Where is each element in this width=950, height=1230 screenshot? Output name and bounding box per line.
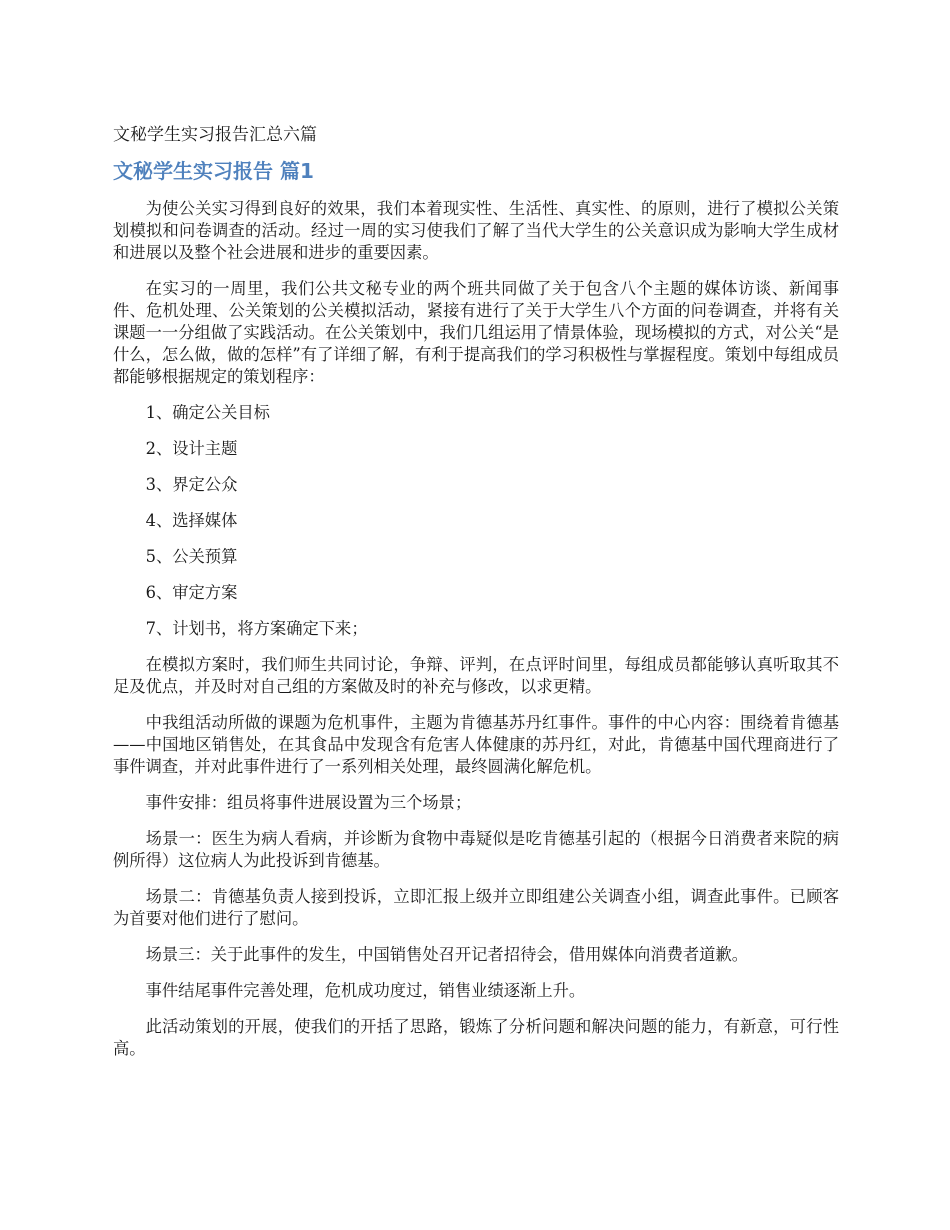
step-item: 4、选择媒体 (145, 511, 238, 530)
step-item: 1、确定公关目标 (145, 403, 270, 422)
document-title: 文秘学生实习报告汇总六篇 (113, 125, 317, 145)
section-heading: 文秘学生实习报告 篇1 (113, 159, 314, 183)
step-item: 2、设计主题 (145, 439, 238, 458)
step-item: 3、界定公众 (145, 475, 238, 494)
paragraph: 在模拟方案时，我们师生共同讨论，争辩、评判，在点评时间里，每组成员都能够认真听取其不足及优点，并及时对自己组的方案做及时的补充与修改，以求更精。 (113, 655, 839, 696)
paragraph: 场景一：医生为病人看病，并诊断为食物中毒疑似是吃肯德基引起的（根据今日消费者来院的病例所得）这位病人为此投诉到肯德基。 (113, 829, 839, 870)
paragraph: 在实习的一周里，我们公共文秘专业的两个班共同做了关于包含八个主题的媒体访谈、新闻事件、危机处理、公关策划的公关模拟活动，紧接有进行了关于大学生八个方面的问卷调查，并将有关课题一一分组做了实践活动。在公关策划中，我们几组运用了情景体验，现场模拟的方式，对公关“是什么，怎么做，做的怎样”有了详细了解，有利于提高我们的学习积极性与掌握程度。策划中每组成员都能够根据规定的策划程序： (113, 279, 839, 386)
paragraph: 此活动策划的开展，使我们的开括了思路，锻炼了分析问题和解决问题的能力，有新意，可行性高。 (113, 1017, 839, 1058)
document-page (113, 122, 839, 1074)
paragraph: 事件结尾事件完善处理，危机成功度过，销售业绩逐渐上升。 (145, 981, 586, 1000)
step-item: 5、公关预算 (145, 547, 238, 566)
step-item: 7、计划书，将方案确定下来； (145, 619, 368, 638)
paragraph: 中我组活动所做的课题为危机事件，主题为肯德基苏丹红事件。事件的中心内容：围绕着肯德基——中国地区销售处，在其食品中发现含有危害人体健康的苏丹红，对此，肯德基中国代理商进行了事件调查，并对此事件进行了一系列相关处理，最终圆满化解危机。 (113, 713, 839, 776)
paragraph: 事件安排：组员将事件进展设置为三个场景； (145, 793, 472, 812)
paragraph: 场景三：关于此事件的发生，中国销售处召开记者招待会，借用媒体向消费者道歉。 (145, 945, 749, 964)
paragraph: 场景二：肯德基负责人接到投诉，立即汇报上级并立即组建公关调查小组，调查此事件。已顾客为首要对他们进行了慰问。 (113, 887, 839, 928)
step-item: 6、审定方案 (145, 583, 238, 602)
paragraph: 为使公关实习得到良好的效果，我们本着现实性、生活性、真实性、的原则，进行了模拟公关策划模拟和问卷调查的活动。经过一周的实习使我们了解了当代大学生的公关意识成为影响大学生成材和进展以及整个社会进展和进步的重要因素。 (113, 199, 839, 262)
